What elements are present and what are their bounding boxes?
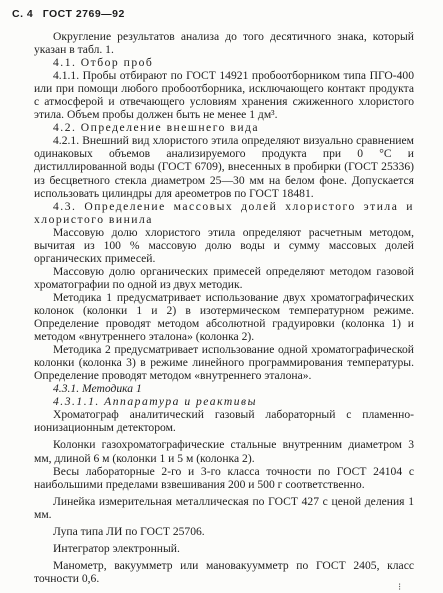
paragraph: Манометр, вакуумметр или мановакуумметр по ГОСТ 2405, класс точности 0,6.: [34, 558, 414, 585]
paragraph: Массовую долю органических примесей определяют методом газовой хроматографии по одной из двух методик.: [34, 264, 414, 291]
paragraph: Линейка измерительная металлическая по ГОСТ 427 с ценой деления 1 мм.: [34, 494, 414, 521]
page-number: С. 4: [12, 8, 34, 20]
paragraph: Интегратор электронный.: [53, 541, 180, 555]
document-body: [34, 30, 414, 585]
paragraph: 4.1.1. Пробы отбирают по ГОСТ 14921 пробоотборником типа ПГО-400 или при помощи любого пробоотборника, исключающего контакт продукта с атмосферой и отвечающего условиям хранения сжиженного хлористого этила. Объем пробы должен быть не менее 1 дм³.: [34, 69, 414, 122]
paragraph: 4.2.1. Внешний вид хлористого этила определяют визуально сравнением одинаковых объемов анализируемого продукта при 0 °С и дистиллированной воды (ГОСТ 6709), внесенных в пробирки (ГОСТ 25336) из бесцветного стекла диаметром 25—30 мм на белом фоне. Допускается использовать цилиндры для ареометров по ГОСТ 18481.: [34, 134, 414, 200]
paragraph: 4.3.1.1. Аппаратура и реактивы: [53, 395, 257, 409]
paragraph: 4.3.1. Методика 1: [53, 382, 142, 396]
paragraph: 4.1. Отбор проб: [53, 56, 154, 70]
page-header: [12, 8, 131, 20]
paragraph: Лупа типа ЛИ по ГОСТ 25706.: [53, 524, 205, 538]
paragraph: Методика 1 предусматривает использование двух хроматографических колонок (колонки 1 и 2) в изотермическом температурном режиме. Определение проводят методом абсолютной градуировки (колонка 1) и методом «внутреннего эталона» (колонка 2).: [34, 290, 414, 344]
paragraph: Методика 2 предусматривает использование одной хроматографической колонки (колонка 3) в режиме линейного программирования температуры. Определение проводят методом «внутреннего эталона».: [34, 343, 414, 383]
standard-code: ГОСТ 2769—92: [42, 8, 125, 20]
paragraph: Массовую долю хлористого этила определяют расчетным методом, вычитая из 100 % массовую долю воды и сумму массовых долей органических примесей.: [34, 225, 414, 265]
paragraph: 4.3. Определение массовых долей хлористого этила и хлористого винила: [34, 199, 414, 226]
paragraph: Колонки газохроматографические стальные внутренним диаметром 3 мм, длиной 6 м (колонки 1 и 5 м (колонка 2).: [34, 438, 414, 465]
paragraph: 4.2. Определение внешнего вида: [53, 121, 260, 135]
paragraph: Хроматограф аналитический газовый лабораторный с пламенно-ионизационным детектором.: [34, 408, 414, 435]
paragraph: Округление результатов анализа до того десятичного знака, который указан в табл. 1.: [34, 30, 414, 57]
scan-mark: ⁝: [398, 582, 402, 593]
paragraph: Весы лабораторные 2-го и 3-го класса точности по ГОСТ 24104 с наибольшими пределами взвешивания 200 и 500 г соответственно.: [34, 464, 414, 491]
